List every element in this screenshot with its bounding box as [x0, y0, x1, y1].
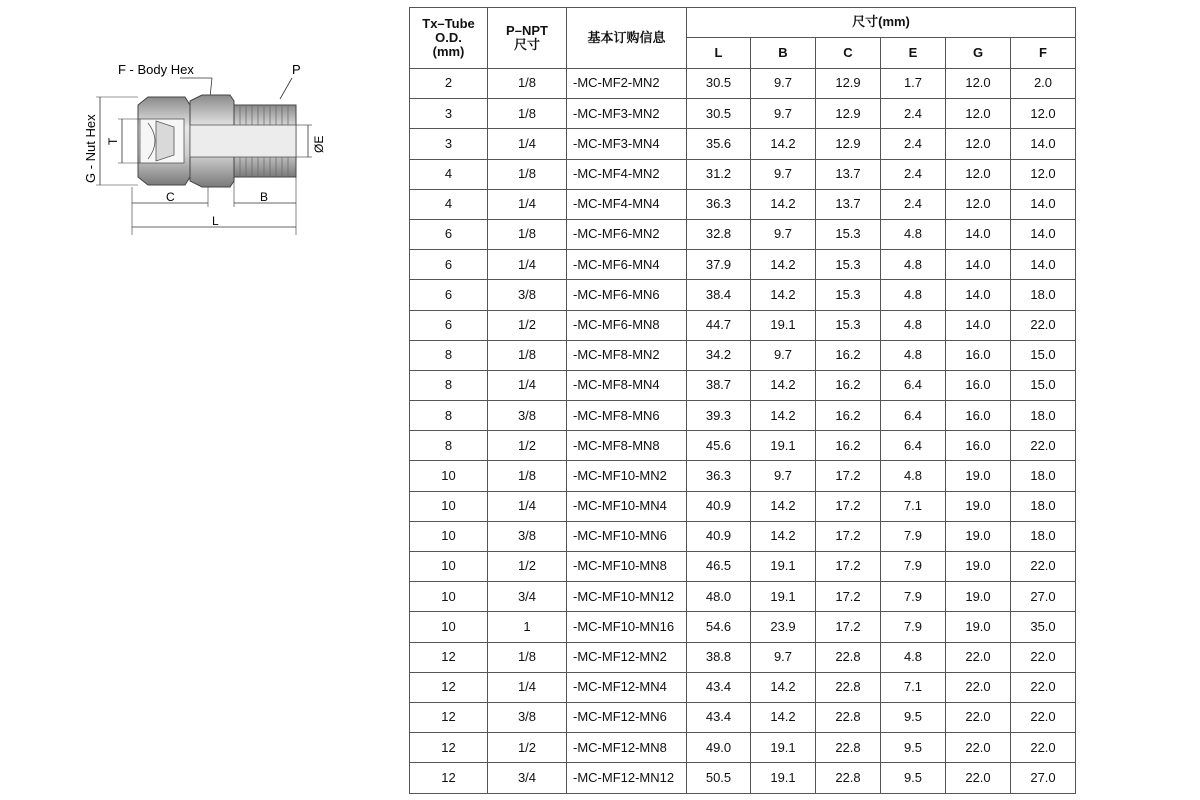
cell-b: 9.7 [751, 159, 816, 189]
cell-e: 7.9 [881, 582, 946, 612]
cell-e: 7.9 [881, 521, 946, 551]
cell-l: 40.9 [687, 521, 751, 551]
label-e: ØE [312, 135, 326, 153]
cell-l: 44.7 [687, 310, 751, 340]
cell-npt: 1/4 [488, 189, 567, 219]
cell-e: 7.1 [881, 491, 946, 521]
cell-tube-od: 10 [410, 582, 488, 612]
cell-e: 6.4 [881, 370, 946, 400]
cell-f: 14.0 [1011, 189, 1076, 219]
cell-b: 14.2 [751, 491, 816, 521]
cell-l: 38.7 [687, 370, 751, 400]
cell-b: 9.7 [751, 461, 816, 491]
header-tube-line2: O.D. [435, 29, 462, 45]
cell-g: 16.0 [946, 340, 1011, 370]
cell-f: 18.0 [1011, 461, 1076, 491]
cell-l: 48.0 [687, 582, 751, 612]
cell-l: 40.9 [687, 491, 751, 521]
cell-tube-od: 8 [410, 340, 488, 370]
cell-c: 17.2 [816, 461, 881, 491]
cell-tube-od: 12 [410, 763, 488, 793]
cell-b: 9.7 [751, 99, 816, 129]
cell-tube-od: 3 [410, 129, 488, 159]
cell-c: 17.2 [816, 491, 881, 521]
table-row [410, 99, 1076, 129]
cell-l: 50.5 [687, 763, 751, 793]
cell-tube-od: 6 [410, 280, 488, 310]
header-dimensions: 尺寸(mm) [687, 8, 1076, 38]
table-row [410, 310, 1076, 340]
table-row [410, 733, 1076, 763]
cell-part-number: -MC-MF3-MN2 [567, 99, 687, 129]
cell-tube-od: 4 [410, 189, 488, 219]
cell-tube-od: 6 [410, 219, 488, 249]
cell-npt: 1/4 [488, 129, 567, 159]
cell-c: 15.3 [816, 310, 881, 340]
cell-part-number: -MC-MF12-MN12 [567, 763, 687, 793]
table-row [410, 401, 1076, 431]
cell-tube-od: 4 [410, 159, 488, 189]
table-row [410, 69, 1076, 99]
cell-c: 12.9 [816, 69, 881, 99]
cell-part-number: -MC-MF6-MN8 [567, 310, 687, 340]
cell-f: 22.0 [1011, 431, 1076, 461]
cell-part-number: -MC-MF10-MN12 [567, 582, 687, 612]
cell-g: 19.0 [946, 491, 1011, 521]
label-nut-hex: G - Nut Hex [83, 114, 98, 183]
cell-e: 6.4 [881, 431, 946, 461]
header-npt [488, 8, 567, 69]
cell-l: 37.9 [687, 250, 751, 280]
cell-g: 22.0 [946, 763, 1011, 793]
cell-g: 12.0 [946, 99, 1011, 129]
cell-g: 22.0 [946, 672, 1011, 702]
cell-part-number: -MC-MF8-MN8 [567, 431, 687, 461]
cell-part-number: -MC-MF8-MN4 [567, 370, 687, 400]
cell-tube-od: 10 [410, 461, 488, 491]
cell-part-number: -MC-MF12-MN6 [567, 702, 687, 732]
table-row [410, 672, 1076, 702]
cell-l: 43.4 [687, 672, 751, 702]
cell-b: 19.1 [751, 763, 816, 793]
cell-part-number: -MC-MF12-MN8 [567, 733, 687, 763]
cell-g: 12.0 [946, 69, 1011, 99]
cell-f: 27.0 [1011, 763, 1076, 793]
cell-npt: 1/2 [488, 431, 567, 461]
cell-g: 22.0 [946, 702, 1011, 732]
cell-g: 14.0 [946, 310, 1011, 340]
cell-l: 38.8 [687, 642, 751, 672]
table-row [410, 612, 1076, 642]
cell-f: 22.0 [1011, 642, 1076, 672]
cell-b: 19.1 [751, 310, 816, 340]
cell-b: 9.7 [751, 219, 816, 249]
cell-e: 9.5 [881, 763, 946, 793]
cell-b: 9.7 [751, 642, 816, 672]
header-dim-c: C [816, 38, 881, 69]
cell-tube-od: 10 [410, 491, 488, 521]
cell-b: 14.2 [751, 129, 816, 159]
cell-f: 14.0 [1011, 250, 1076, 280]
table-row [410, 491, 1076, 521]
cell-c: 12.9 [816, 99, 881, 129]
cell-e: 4.8 [881, 340, 946, 370]
cell-part-number: -MC-MF3-MN4 [567, 129, 687, 159]
cell-npt: 1/8 [488, 69, 567, 99]
cell-l: 38.4 [687, 280, 751, 310]
cell-f: 15.0 [1011, 340, 1076, 370]
cell-f: 12.0 [1011, 159, 1076, 189]
cell-e: 4.8 [881, 219, 946, 249]
cell-e: 7.9 [881, 612, 946, 642]
cell-g: 14.0 [946, 250, 1011, 280]
cell-b: 14.2 [751, 702, 816, 732]
cell-c: 17.2 [816, 612, 881, 642]
cell-b: 14.2 [751, 280, 816, 310]
cell-npt: 1/2 [488, 733, 567, 763]
cell-f: 12.0 [1011, 99, 1076, 129]
header-tube-od [410, 8, 488, 69]
cell-b: 19.1 [751, 431, 816, 461]
cell-f: 18.0 [1011, 401, 1076, 431]
cell-part-number: -MC-MF10-MN8 [567, 552, 687, 582]
cell-e: 7.9 [881, 552, 946, 582]
cell-part-number: -MC-MF4-MN4 [567, 189, 687, 219]
cell-l: 46.5 [687, 552, 751, 582]
cell-b: 19.1 [751, 552, 816, 582]
cell-g: 19.0 [946, 582, 1011, 612]
cell-l: 39.3 [687, 401, 751, 431]
cell-g: 16.0 [946, 401, 1011, 431]
header-tube-line1: Tx–Tube [422, 15, 475, 31]
cell-g: 16.0 [946, 431, 1011, 461]
label-p: P [292, 62, 301, 77]
cell-l: 54.6 [687, 612, 751, 642]
cell-part-number: -MC-MF6-MN4 [567, 250, 687, 280]
cell-l: 45.6 [687, 431, 751, 461]
spec-table [409, 7, 1076, 794]
cell-f: 22.0 [1011, 552, 1076, 582]
cell-g: 19.0 [946, 521, 1011, 551]
cell-tube-od: 12 [410, 642, 488, 672]
cell-c: 13.7 [816, 159, 881, 189]
cell-f: 35.0 [1011, 612, 1076, 642]
cell-l: 34.2 [687, 340, 751, 370]
cell-tube-od: 10 [410, 521, 488, 551]
cell-c: 15.3 [816, 250, 881, 280]
cell-tube-od: 8 [410, 370, 488, 400]
cell-c: 22.8 [816, 642, 881, 672]
cell-g: 14.0 [946, 280, 1011, 310]
cell-part-number: -MC-MF12-MN2 [567, 642, 687, 672]
cell-e: 2.4 [881, 129, 946, 159]
table-row [410, 461, 1076, 491]
cell-e: 4.8 [881, 642, 946, 672]
cell-g: 19.0 [946, 612, 1011, 642]
cell-f: 22.0 [1011, 733, 1076, 763]
cell-c: 16.2 [816, 370, 881, 400]
cell-g: 22.0 [946, 642, 1011, 672]
header-dim-f: F [1011, 38, 1076, 69]
cell-npt: 3/8 [488, 702, 567, 732]
cell-npt: 1/4 [488, 491, 567, 521]
cell-npt: 1/8 [488, 219, 567, 249]
cell-part-number: -MC-MF6-MN2 [567, 219, 687, 249]
cell-g: 14.0 [946, 219, 1011, 249]
cell-part-number: -MC-MF10-MN4 [567, 491, 687, 521]
table-row [410, 582, 1076, 612]
cell-part-number: -MC-MF12-MN4 [567, 672, 687, 702]
cell-e: 2.4 [881, 159, 946, 189]
table-row [410, 431, 1076, 461]
cell-l: 49.0 [687, 733, 751, 763]
cell-b: 19.1 [751, 733, 816, 763]
cell-npt: 1/8 [488, 340, 567, 370]
cell-b: 14.2 [751, 672, 816, 702]
cell-g: 16.0 [946, 370, 1011, 400]
cell-npt: 1/4 [488, 370, 567, 400]
cell-c: 12.9 [816, 129, 881, 159]
cell-l: 36.3 [687, 189, 751, 219]
cell-c: 15.3 [816, 280, 881, 310]
cell-tube-od: 3 [410, 99, 488, 129]
cell-f: 22.0 [1011, 672, 1076, 702]
cell-npt: 3/8 [488, 401, 567, 431]
cell-b: 23.9 [751, 612, 816, 642]
cell-npt: 1/4 [488, 672, 567, 702]
table-row [410, 642, 1076, 672]
cell-f: 15.0 [1011, 370, 1076, 400]
header-dim-l: L [687, 38, 751, 69]
cell-tube-od: 8 [410, 431, 488, 461]
cell-e: 4.8 [881, 280, 946, 310]
cell-f: 22.0 [1011, 702, 1076, 732]
cell-npt: 1/4 [488, 250, 567, 280]
cell-b: 14.2 [751, 250, 816, 280]
label-l: L [212, 214, 219, 228]
cell-g: 19.0 [946, 461, 1011, 491]
cell-c: 22.8 [816, 702, 881, 732]
cell-c: 16.2 [816, 431, 881, 461]
table-row [410, 340, 1076, 370]
cell-f: 18.0 [1011, 280, 1076, 310]
table-row [410, 189, 1076, 219]
cell-b: 14.2 [751, 189, 816, 219]
cell-e: 7.1 [881, 672, 946, 702]
cell-tube-od: 12 [410, 672, 488, 702]
table-row [410, 702, 1076, 732]
header-tube-line3: (mm) [432, 44, 465, 60]
cell-part-number: -MC-MF10-MN2 [567, 461, 687, 491]
cell-part-number: -MC-MF4-MN2 [567, 159, 687, 189]
cell-l: 32.8 [687, 219, 751, 249]
cell-tube-od: 6 [410, 310, 488, 340]
table-row [410, 159, 1076, 189]
cell-g: 12.0 [946, 189, 1011, 219]
cell-part-number: -MC-MF6-MN6 [567, 280, 687, 310]
header-npt-line2: 尺寸 [513, 37, 540, 52]
cell-npt: 3/8 [488, 280, 567, 310]
spec-table-body [410, 69, 1076, 794]
cell-f: 27.0 [1011, 582, 1076, 612]
header-npt-line1: P–NPT [506, 22, 548, 38]
cell-e: 1.7 [881, 69, 946, 99]
table-row [410, 280, 1076, 310]
cell-e: 4.8 [881, 461, 946, 491]
cell-b: 9.7 [751, 69, 816, 99]
cell-l: 30.5 [687, 69, 751, 99]
label-b: B [260, 190, 269, 204]
header-order-info: 基本订购信息 [567, 8, 687, 69]
cell-e: 9.5 [881, 733, 946, 763]
cell-tube-od: 2 [410, 69, 488, 99]
cell-tube-od: 10 [410, 552, 488, 582]
cell-l: 35.6 [687, 129, 751, 159]
cell-b: 19.1 [751, 582, 816, 612]
cell-part-number: -MC-MF10-MN6 [567, 521, 687, 551]
cell-l: 30.5 [687, 99, 751, 129]
cell-f: 14.0 [1011, 219, 1076, 249]
cell-c: 17.2 [816, 582, 881, 612]
cell-part-number: -MC-MF10-MN16 [567, 612, 687, 642]
header-dim-b: B [751, 38, 816, 69]
fitting-diagram [70, 55, 370, 240]
cell-npt: 1/2 [488, 310, 567, 340]
table-row [410, 370, 1076, 400]
header-dim-g: G [946, 38, 1011, 69]
cell-c: 15.3 [816, 219, 881, 249]
cell-e: 9.5 [881, 702, 946, 732]
cell-e: 2.4 [881, 99, 946, 129]
cell-part-number: -MC-MF8-MN6 [567, 401, 687, 431]
cell-f: 22.0 [1011, 310, 1076, 340]
cell-npt: 3/4 [488, 582, 567, 612]
cell-f: 18.0 [1011, 521, 1076, 551]
cell-npt: 1/2 [488, 552, 567, 582]
cell-l: 43.4 [687, 702, 751, 732]
cell-c: 16.2 [816, 401, 881, 431]
cell-l: 36.3 [687, 461, 751, 491]
cell-part-number: -MC-MF2-MN2 [567, 69, 687, 99]
cell-g: 12.0 [946, 159, 1011, 189]
cell-e: 2.4 [881, 189, 946, 219]
cell-c: 22.8 [816, 672, 881, 702]
table-row [410, 521, 1076, 551]
header-dim-e: E [881, 38, 946, 69]
cell-c: 17.2 [816, 521, 881, 551]
cell-g: 12.0 [946, 129, 1011, 159]
cell-part-number: -MC-MF8-MN2 [567, 340, 687, 370]
table-row [410, 129, 1076, 159]
cell-f: 14.0 [1011, 129, 1076, 159]
table-row [410, 763, 1076, 793]
cell-e: 4.8 [881, 250, 946, 280]
label-body-hex: F - Body Hex [118, 62, 194, 77]
cell-tube-od: 12 [410, 702, 488, 732]
table-row [410, 219, 1076, 249]
cell-npt: 1/8 [488, 99, 567, 129]
cell-tube-od: 8 [410, 401, 488, 431]
cell-c: 17.2 [816, 552, 881, 582]
cell-g: 22.0 [946, 733, 1011, 763]
cell-e: 4.8 [881, 310, 946, 340]
cell-tube-od: 6 [410, 250, 488, 280]
cell-npt: 3/8 [488, 521, 567, 551]
cell-b: 14.2 [751, 370, 816, 400]
cell-b: 14.2 [751, 401, 816, 431]
cell-f: 2.0 [1011, 69, 1076, 99]
cell-e: 6.4 [881, 401, 946, 431]
cell-l: 31.2 [687, 159, 751, 189]
cell-c: 16.2 [816, 340, 881, 370]
label-t: T [106, 137, 120, 145]
cell-c: 22.8 [816, 763, 881, 793]
cell-f: 18.0 [1011, 491, 1076, 521]
cell-tube-od: 12 [410, 733, 488, 763]
cell-b: 14.2 [751, 521, 816, 551]
table-row [410, 552, 1076, 582]
cell-b: 9.7 [751, 340, 816, 370]
cell-npt: 1/8 [488, 461, 567, 491]
table-row [410, 250, 1076, 280]
label-c: C [166, 190, 175, 204]
cell-tube-od: 10 [410, 612, 488, 642]
cell-c: 13.7 [816, 189, 881, 219]
cell-npt: 3/4 [488, 763, 567, 793]
cell-npt: 1/8 [488, 159, 567, 189]
cell-g: 19.0 [946, 552, 1011, 582]
cell-npt: 1/8 [488, 642, 567, 672]
cell-npt: 1 [488, 612, 567, 642]
cell-c: 22.8 [816, 733, 881, 763]
